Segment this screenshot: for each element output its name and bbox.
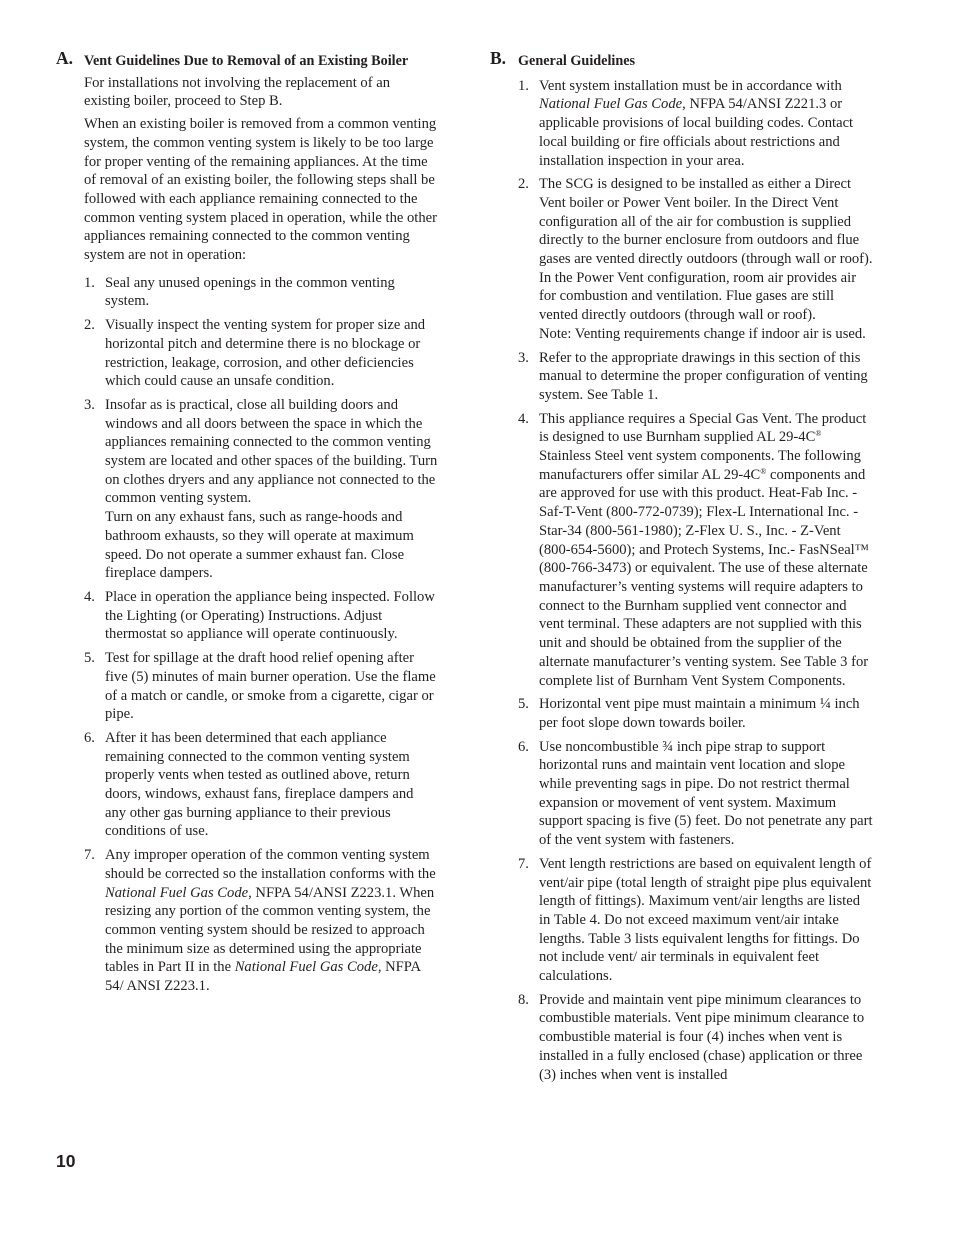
step-text	[539, 78, 853, 169]
code-reference: National Fuel Gas Code	[234, 959, 378, 976]
code-reference: National Fuel Gas Code	[105, 884, 249, 901]
step-number: 1.	[518, 77, 529, 94]
list-item	[84, 846, 438, 996]
step-number: 3.	[518, 349, 529, 366]
list-item	[518, 738, 874, 850]
step-text-part: Any improper operation of the common venting system should be corrected so the installation conforms with the	[105, 847, 436, 882]
step-number: 4.	[84, 588, 95, 605]
list-item	[518, 77, 874, 171]
step-text: Use noncombustible ¾ inch pipe strap to support horizontal runs and maintain vent location and slope while preventing sags in pipe. Do not restrict thermal expansion or movement of vent system. Maximum support spacing is five (5) feet. Do not penetrate any part of the vent system with fasteners.	[539, 738, 873, 849]
step-text: Visually inspect the venting system for proper size and horizontal pitch and determine there is no blockage or restriction, leakage, corrosion, and other deficiencies which could cause an unsafe condition.	[105, 317, 426, 390]
step-text-part: Stainless Steel vent system components. The following manufacturers offer similar AL 29-4C	[539, 448, 861, 483]
list-item	[518, 175, 874, 343]
step-number: 2.	[518, 176, 529, 193]
step-text	[105, 847, 436, 994]
step-number: 5.	[518, 696, 529, 713]
step-text: Provide and maintain vent pipe minimum clearances to combustible materials. Vent pipe minimum clearance to combustible material is four (4) inches when vent is installed in a fully enclosed (chase) application or three (3) inches when vent is installed	[539, 991, 865, 1083]
step-number: 4.	[518, 410, 529, 427]
list-item	[84, 588, 438, 644]
section-a-intro-2: When an existing boiler is removed from a common venting system, the common venting system is likely to be too large for proper venting of the remaining appliances. At the time of removal of an existing boiler, the following steps shall be followed with each appliance remaining connected to the common venting system placed in operation, while the other appliances remaining connected to the common venting system are not in operation:	[84, 116, 438, 264]
step-text-part: components and are approved for use with this product. Heat-Fab Inc. - Saf-T-Vent (800-772-0739); Flex-L International Inc. - Star-34 (800-561-1980); Z-Flex U. S., Inc. - Z-Vent (800-654-5600); and Protech Systems, Inc.- FasNSeal™ (800-766-3473) or equivalent. The use of these alternate manufacturer’s venting systems will require adapters to connect to the Burnham supplied vent connector and vent terminal. These adapters are not supplied with this unit and should be obtained from the supplier of the alternate manufacturer’s venting system. See Table 3 for complete list of Burnham Vent System Components.	[539, 466, 870, 689]
list-item	[518, 349, 874, 405]
section-a-heading	[56, 48, 438, 71]
step-text-continued: Turn on any exhaust fans, such as range-hoods and bathroom exhausts, so they will operate at maximum speed. Do not operate a summer exhaust fan. Close fireplace dampers.	[105, 509, 414, 582]
step-number: 5.	[84, 650, 95, 667]
list-item	[84, 396, 438, 583]
section-b-steps	[490, 77, 874, 1085]
step-number: 1.	[84, 274, 95, 291]
step-text-part: Vent system installation must be in accordance with	[539, 77, 842, 94]
section-a-intro-1: For installations not involving the replacement of an existing boiler, proceed to Step B.	[84, 74, 390, 110]
section-a-letter: A.	[56, 48, 74, 68]
registered-mark: ®	[760, 466, 767, 476]
section-b-letter: B.	[490, 48, 507, 68]
registered-mark: ®	[815, 429, 822, 439]
step-text: After it has been determined that each appliance remaining connected to the common venting system properly vents when tested as outlined above, return doors, windows, exhaust fans, fireplace dampers and any other gas burning appliance to their previous conditions of use.	[105, 729, 414, 840]
step-text-part: This appliance requires a Special Gas Vent. The product is designed to use Burnham supplied AL 29-4C	[539, 410, 867, 446]
step-text: Horizontal vent pipe must maintain a minimum ¼ inch per foot slope down towards boiler.	[539, 696, 860, 731]
step-text	[539, 411, 869, 689]
list-item	[84, 729, 438, 841]
list-item	[518, 855, 874, 986]
step-note: Note: Venting requirements change if indoor air is used.	[539, 325, 866, 342]
list-item	[518, 410, 874, 691]
list-item	[84, 274, 438, 311]
list-item	[84, 649, 438, 724]
step-text: Seal any unused openings in the common venting system.	[105, 274, 395, 310]
step-number: 3.	[84, 396, 95, 413]
section-a	[56, 48, 438, 1001]
step-number: 8.	[518, 991, 529, 1008]
code-reference: National Fuel Gas Code	[539, 96, 683, 113]
step-number: 2.	[84, 317, 95, 334]
step-number: 7.	[84, 847, 95, 864]
step-text-part: , NFPA 54/ANSI Z223.1. When resizing any portion of the common venting system, the common venting system should be resized to approach the minimum size as determined using the appropriate tables in Part II in the	[105, 884, 435, 976]
step-number: 6.	[518, 738, 529, 755]
step-text: The SCG is designed to be installed as either a Direct Vent boiler or Power Vent boiler. In the Direct Vent configuration all of the air for combustion is supplied directly to the burner enclosure from outdoors and flue gases are vented directly outdoors (through wall or roof). In the Power Vent configuration, room air provides air for combustion and ventilation. Flue gases are still vented directly outdoors (through wall or roof).	[539, 176, 873, 324]
section-b-title: General Guidelines	[518, 53, 636, 69]
step-text: Insofar as is practical, close all building doors and windows and all doors between the space in which the appliances remaining connected to the common venting system are located and other spaces of the building. Turn on clothes dryers and any appliance not connected to the common venting system.	[105, 396, 438, 507]
section-a-title: Vent Guidelines Due to Removal of an Existing Boiler	[84, 53, 409, 69]
step-text-part: , NFPA 54/ANSI Z221.3 or applicable provisions of local building codes. Contact local building or fire officials about restrictions and installation inspection in your area.	[539, 96, 854, 169]
list-item	[518, 695, 874, 732]
step-text: Test for spillage at the draft hood relief opening after five (5) minutes of main burner operation. Use the flame of a match or candle, or smoke from a cigarette, cigar or pipe.	[105, 650, 436, 723]
step-number: 7.	[518, 855, 529, 872]
section-a-steps	[56, 274, 438, 996]
list-item	[518, 991, 874, 1085]
step-text: Vent length restrictions are based on equivalent length of vent/air pipe (total length of straight pipe plus equivalent length of fittings). Maximum vent/air lengths are listed in Table 4. Do not exceed maximum vent/air intake lengths. Table 3 lists equivalent lengths for fittings. Do not include vent/ air terminals in equivalent feet calculations.	[539, 855, 872, 985]
step-text-part: , NFPA 54/ ANSI Z223.1.	[105, 959, 421, 995]
step-text: Refer to the appropriate drawings in this section of this manual to determine the proper configuration of venting system. See Table 1.	[539, 349, 868, 403]
step-number: 6.	[84, 729, 95, 746]
list-item	[84, 316, 438, 391]
section-b	[490, 48, 874, 1089]
page-number: 10	[56, 1151, 76, 1171]
section-b-heading	[490, 48, 874, 71]
step-text: Place in operation the appliance being inspected. Follow the Lighting (or Operating) Instructions. Adjust thermostat so appliance will operate continuously.	[105, 588, 435, 643]
